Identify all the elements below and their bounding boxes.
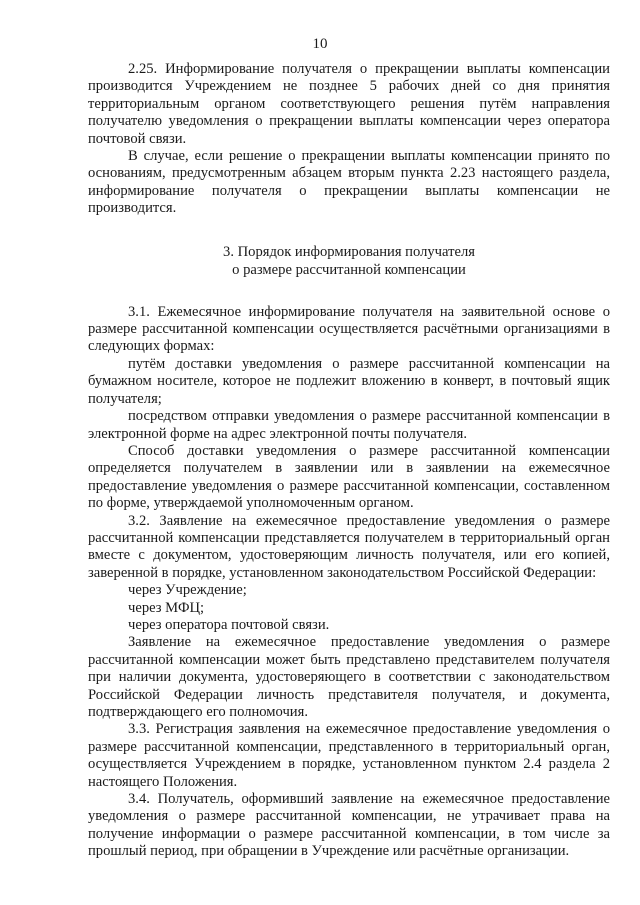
paragraph-2-25: 2.25. Информирование получателя о прекращении выплаты компенсации производится Учреждением не позднее 5 рабочих дней со дня принятия территориальным органом соответствующего решения путём направления получателю уведомления о прекращении выплаты компенсации через оператора почтовой связи.: [88, 61, 610, 147]
paragraph-3-1: 3.1. Ежемесячное информирование получателя на заявительной основе о размере рассчитанной компенсации осуществляется расчётными организациями в следующих формах:: [88, 303, 610, 355]
page-number: 10: [312, 36, 328, 52]
list-item-institution: через Учреждение;: [128, 582, 247, 599]
paragraph-delivery-method: Способ доставки уведомления о размере рассчитанной компенсации определяется получателем в заявлении или в заявлении на ежемесячное предоставление уведомления о размере рассчитанной компенсации, составленном по форме, утверждаемой уполномоченным органом.: [88, 442, 610, 512]
document-body: [88, 61, 610, 861]
list-item-mfc: через МФЦ;: [128, 599, 205, 616]
paragraph-3-4: 3.4. Получатель, оформивший заявление на ежемесячное предоставление уведомления о размере рассчитанной компенсации, не утрачивает права на получение информации о размере рассчитанной компенсации, в том числе за прошлый период, при обращении в Учреждение или расчётные организации.: [88, 791, 610, 860]
section-title-line-1: 3. Порядок информирования получателя: [223, 243, 475, 260]
list-item-post: через оператора почтовой связи.: [128, 616, 330, 633]
paragraph-representative: Заявление на ежемесячное предоставление уведомления о размере рассчитанной компенсации может быть представлено представителем получателя при наличии документа, удостоверяющего в соответствии с законодательством Российской Федерации личность представителя получателя, и документа, подтверждающего его полномочия.: [88, 634, 610, 720]
list-item-paper-delivery: путём доставки уведомления о размере рассчитанной компенсации на бумажном носителе, которое не подлежит вложению в конверт, в почтовый ящик получателя;: [88, 355, 610, 407]
paragraph-3-2: 3.2. Заявление на ежемесячное предоставление уведомления о размере рассчитанной компенсации представляется получателем в территориальный орган вместе с документом, удостоверяющим личность получателя, или его копией, заверенной в порядке, установленном законодательством Российской Федерации:: [88, 512, 610, 581]
paragraph-2-25-note: В случае, если решение о прекращении выплаты компенсации принято по основаниям, предусмотренным абзацем вторым пункта 2.23 настоящего раздела, информирование получателя о прекращении выплаты компенсации не производится.: [88, 148, 610, 217]
paragraph-3-3: 3.3. Регистрация заявления на ежемесячное предоставление уведомления о размере рассчитанной компенсации, представленного в территориальный орган, осуществляется Учреждением в порядке, установленном пунктом 2.4 раздела 2 настоящего Положения.: [88, 721, 610, 790]
list-item-email-delivery: посредством отправки уведомления о размере рассчитанной компенсации в электронной форме на адрес электронной почты получателя.: [88, 408, 610, 442]
section-title: [88, 243, 610, 279]
section-title-line-2: о размере рассчитанной компенсации: [232, 261, 466, 278]
